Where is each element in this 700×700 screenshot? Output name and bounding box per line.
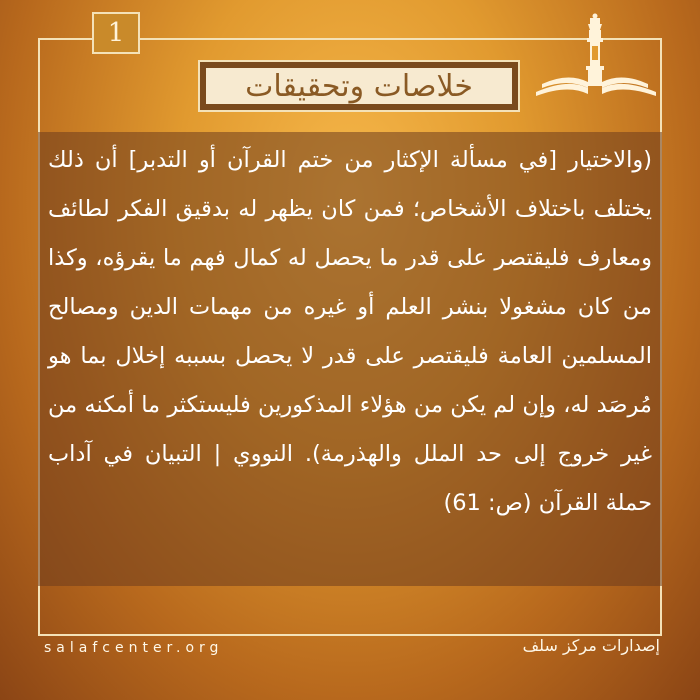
post-number-badge (92, 12, 140, 54)
quote-body: (والاختيار [في مسألة الإكثار من ختم القرآن أو التدبر] أن ذلك يختلف باختلاف الأشخاص؛ فمن كان يظهر له بدقيق الفكر لطائف ومعارف فليقتصر على قدر ما يحصل له كمال فهم ما يقرؤه، وكذا من كان مشغولا بنشر العلم أو غيره من مهمات الدين ومصالح المسلمين العامة فليقتصر على قدر لا يحصل بسببه إخلال بما هو مُرصَد له، وإن لم يكن من هؤلاء المذكورين فليستكثر ما أمكنه من غير خروج إلى حد الملل والهذرمة). النووي | التبيان في آداب حملة القرآن (ص: 61) (48, 147, 652, 516)
page-title: خلاصات وتحقيقات (245, 68, 473, 104)
minaret-book-logo-icon (528, 8, 664, 104)
title-inner (206, 68, 512, 104)
website-url[interactable]: salafcenter.org (44, 640, 224, 656)
title-box (198, 60, 520, 112)
post-number: 1 (107, 18, 125, 48)
brand-name: إصدارات مركز سلف (522, 636, 660, 655)
